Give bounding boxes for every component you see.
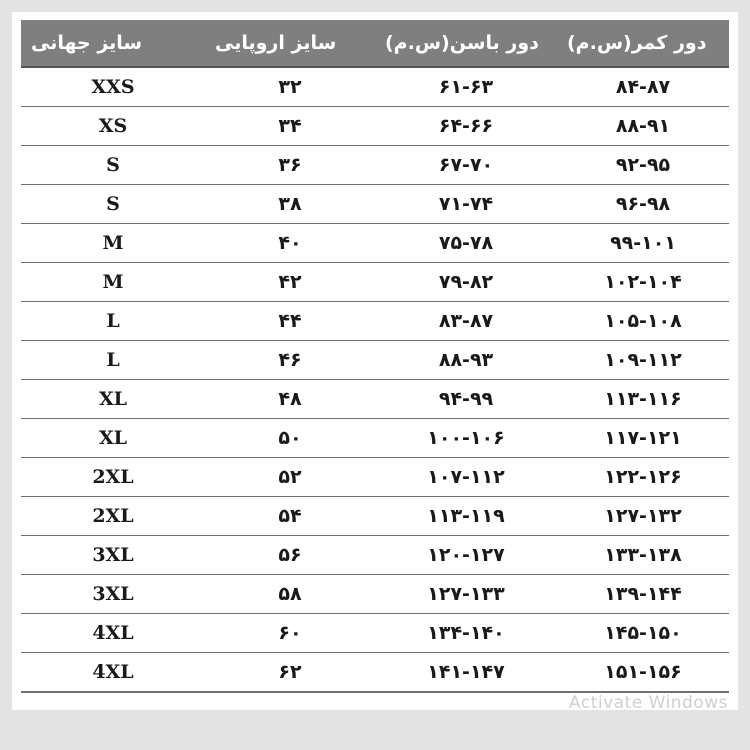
hip-cell: ۱۲۷-۱۳۳ xyxy=(375,575,557,614)
waist-cell: ۹۹-۱۰۱ xyxy=(557,224,729,263)
eu-size-cell: ۶۰ xyxy=(205,614,375,653)
hip-cell: ۷۹-۸۲ xyxy=(375,263,557,302)
header-eu-size: سایز اروپایی xyxy=(205,20,375,67)
size-chart-table xyxy=(21,20,729,693)
eu-size-cell: ۴۰ xyxy=(205,224,375,263)
eu-size-cell: ۵۴ xyxy=(205,497,375,536)
waist-cell: ۱۲۲-۱۲۶ xyxy=(557,458,729,497)
table-row xyxy=(21,653,729,693)
table-row xyxy=(21,536,729,575)
intl-size-cell: XXS xyxy=(21,67,205,107)
table-row xyxy=(21,380,729,419)
waist-cell: ۱۳۳-۱۳۸ xyxy=(557,536,729,575)
table-row xyxy=(21,67,729,107)
hip-cell: ۸۸-۹۳ xyxy=(375,341,557,380)
activate-windows-watermark: Activate Windows xyxy=(569,693,728,713)
table-row xyxy=(21,575,729,614)
eu-size-cell: ۶۲ xyxy=(205,653,375,693)
table-row xyxy=(21,614,729,653)
eu-size-cell: ۴۲ xyxy=(205,263,375,302)
hip-cell: ۱۲۰-۱۲۷ xyxy=(375,536,557,575)
intl-size-cell: 3XL xyxy=(21,536,205,575)
table-header-row xyxy=(21,20,729,67)
table-row xyxy=(21,224,729,263)
hip-cell: ۱۱۳-۱۱۹ xyxy=(375,497,557,536)
intl-size-cell: 3XL xyxy=(21,575,205,614)
intl-size-cell: XL xyxy=(21,380,205,419)
eu-size-cell: ۳۸ xyxy=(205,185,375,224)
waist-cell: ۹۲-۹۵ xyxy=(557,146,729,185)
waist-cell: ۱۴۵-۱۵۰ xyxy=(557,614,729,653)
header-intl-size: سایز جهانی xyxy=(21,20,205,67)
header-hip: دور باسن(س.م) xyxy=(375,20,557,67)
hip-cell: ۷۱-۷۴ xyxy=(375,185,557,224)
eu-size-cell: ۵۰ xyxy=(205,419,375,458)
intl-size-cell: 4XL xyxy=(21,653,205,693)
intl-size-cell: L xyxy=(21,341,205,380)
table-row xyxy=(21,458,729,497)
eu-size-cell: ۵۶ xyxy=(205,536,375,575)
size-chart-sheet xyxy=(12,12,738,710)
hip-cell: ۹۴-۹۹ xyxy=(375,380,557,419)
hip-cell: ۱۳۴-۱۴۰ xyxy=(375,614,557,653)
table-row xyxy=(21,419,729,458)
hip-cell: ۶۱-۶۳ xyxy=(375,67,557,107)
header-waist: دور کمر(س.م) xyxy=(557,20,729,67)
hip-cell: ۸۳-۸۷ xyxy=(375,302,557,341)
waist-cell: ۱۳۹-۱۴۴ xyxy=(557,575,729,614)
waist-cell: ۱۲۷-۱۳۲ xyxy=(557,497,729,536)
table-row xyxy=(21,497,729,536)
waist-cell: ۱۰۵-۱۰۸ xyxy=(557,302,729,341)
table-row xyxy=(21,146,729,185)
intl-size-cell: S xyxy=(21,185,205,224)
waist-cell: ۱۰۲-۱۰۴ xyxy=(557,263,729,302)
table-row xyxy=(21,263,729,302)
hip-cell: ۱۰۰-۱۰۶ xyxy=(375,419,557,458)
intl-size-cell: M xyxy=(21,224,205,263)
table-row xyxy=(21,107,729,146)
hip-cell: ۱۴۱-۱۴۷ xyxy=(375,653,557,693)
table-body xyxy=(21,67,729,692)
intl-size-cell: 2XL xyxy=(21,458,205,497)
waist-cell: ۱۱۳-۱۱۶ xyxy=(557,380,729,419)
table-row xyxy=(21,341,729,380)
eu-size-cell: ۴۸ xyxy=(205,380,375,419)
waist-cell: ۱۱۷-۱۲۱ xyxy=(557,419,729,458)
waist-cell: ۸۸-۹۱ xyxy=(557,107,729,146)
hip-cell: ۱۰۷-۱۱۲ xyxy=(375,458,557,497)
intl-size-cell: L xyxy=(21,302,205,341)
eu-size-cell: ۵۲ xyxy=(205,458,375,497)
eu-size-cell: ۳۶ xyxy=(205,146,375,185)
eu-size-cell: ۵۸ xyxy=(205,575,375,614)
intl-size-cell: XS xyxy=(21,107,205,146)
eu-size-cell: ۴۴ xyxy=(205,302,375,341)
eu-size-cell: ۳۴ xyxy=(205,107,375,146)
waist-cell: ۱۰۹-۱۱۲ xyxy=(557,341,729,380)
intl-size-cell: 4XL xyxy=(21,614,205,653)
intl-size-cell: XL xyxy=(21,419,205,458)
hip-cell: ۷۵-۷۸ xyxy=(375,224,557,263)
intl-size-cell: 2XL xyxy=(21,497,205,536)
eu-size-cell: ۴۶ xyxy=(205,341,375,380)
intl-size-cell: S xyxy=(21,146,205,185)
waist-cell: ۹۶-۹۸ xyxy=(557,185,729,224)
hip-cell: ۶۴-۶۶ xyxy=(375,107,557,146)
table-row xyxy=(21,302,729,341)
hip-cell: ۶۷-۷۰ xyxy=(375,146,557,185)
eu-size-cell: ۳۲ xyxy=(205,67,375,107)
intl-size-cell: M xyxy=(21,263,205,302)
waist-cell: ۱۵۱-۱۵۶ xyxy=(557,653,729,693)
table-row xyxy=(21,185,729,224)
waist-cell: ۸۴-۸۷ xyxy=(557,67,729,107)
